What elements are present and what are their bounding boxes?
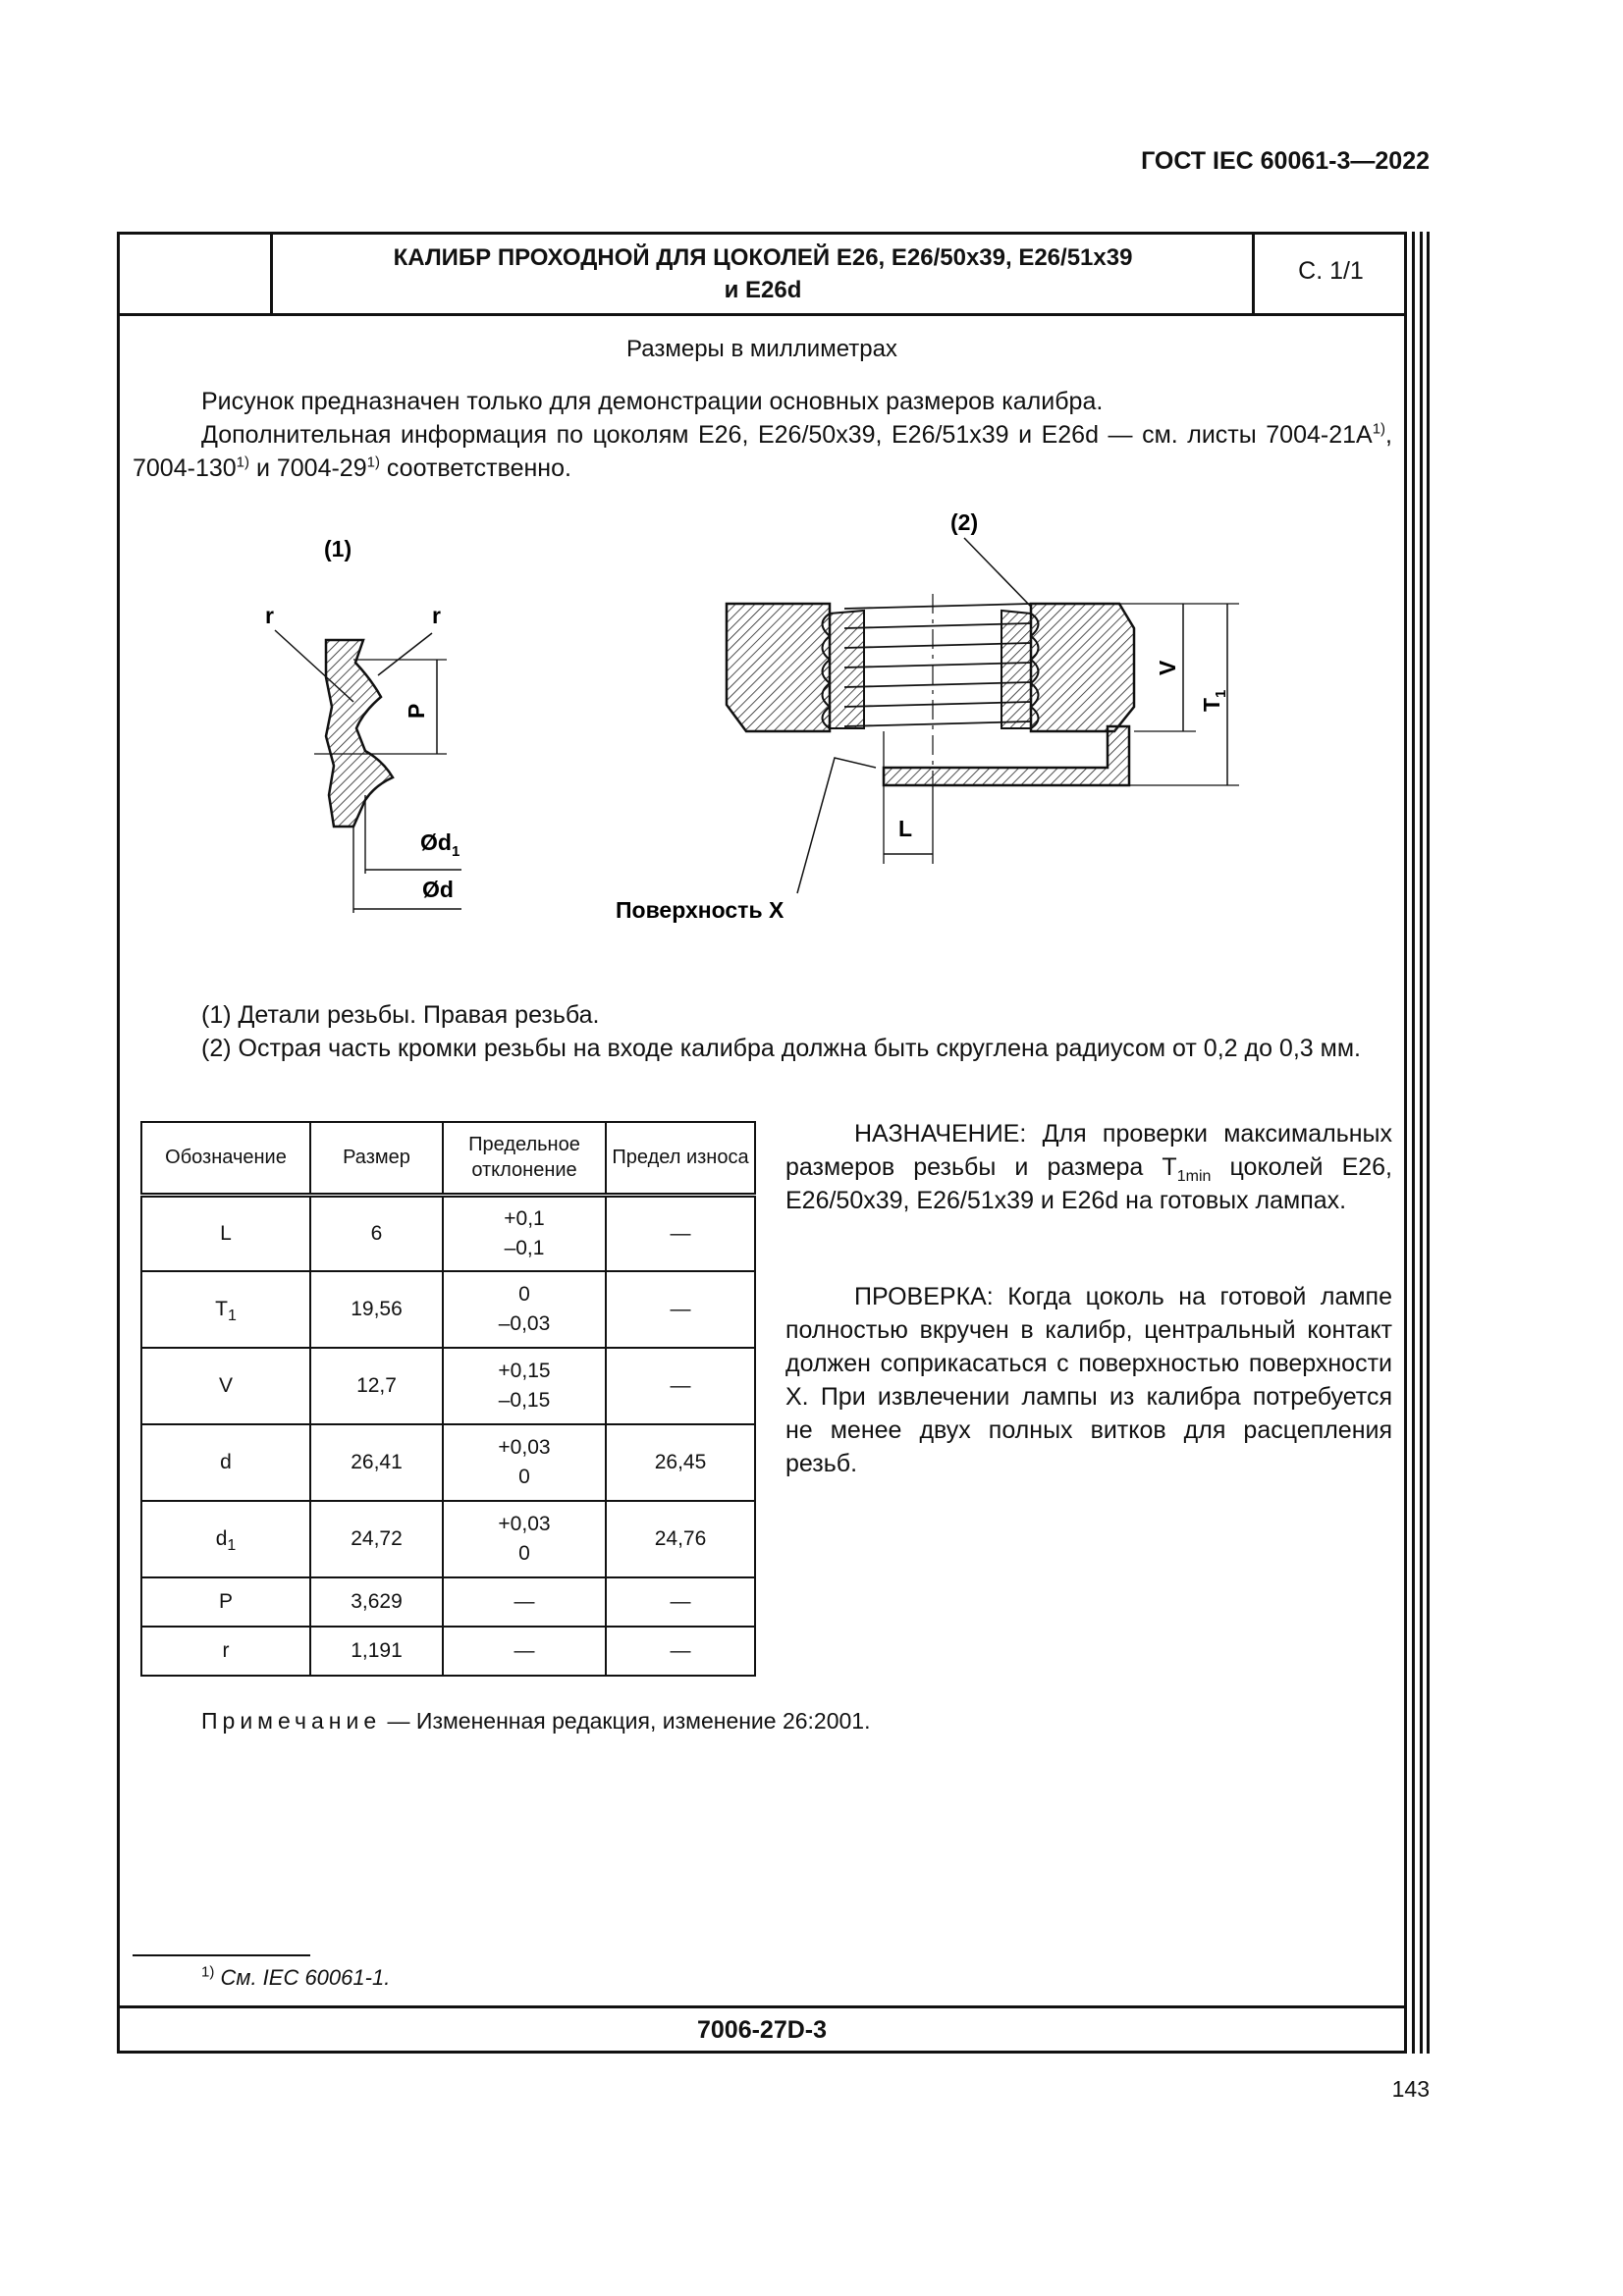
table-note [201,1708,871,1735]
footnote-rule [133,1954,310,1956]
title-divider-left [270,232,273,316]
cell-size: 26,41 [310,1424,443,1501]
detail-label-2: (2) [950,509,979,535]
cell-symbol: $d_1$ [141,1501,310,1577]
cell-deviation: — [443,1577,606,1627]
l-label: L [898,816,913,841]
note-label: Примечание [201,1708,382,1734]
gauge-bracket [884,726,1129,785]
t1-label: $T_1$ [1199,689,1229,712]
cell-wear: — [606,1195,755,1271]
col-header: Предел износа [606,1122,755,1195]
thread-profile-section [326,640,393,827]
radius-leader-right [378,633,432,675]
cell-wear: — [606,1627,755,1676]
pitch-label: P [404,703,429,719]
table-row [141,1424,755,1501]
cell-deviation: 0 –0,03 [443,1271,606,1348]
gauge-drawing [255,501,1267,942]
table-row [141,1348,755,1424]
radius-label-right: r [432,603,441,628]
detail-label-1: (1) [324,536,352,561]
check-text: ПРОВЕРКА: Когда цоколь на готовой лампе полностью вкручен в калибр, центральный контакт должен соприкасаться с поверхностью поверхности X. При извлечении лампы из калибра потребуется не менее двух полных витков для расцепления резьб. [785,1283,1392,1477]
frame-side-line [1412,232,1415,2054]
bottom-rule [117,2005,1407,2008]
page-number: 143 [1391,2076,1430,2102]
table-row [141,1501,755,1577]
intro-line1: Рисунок предназначен только для демонстрации основных размеров калибра. [201,388,1104,415]
cell-wear: 24,76 [606,1501,755,1577]
sheet-title-line2: и Е26d [724,277,802,303]
cell-wear: 26,45 [606,1424,755,1501]
v-label: V [1155,660,1180,675]
frame-side-lines [1420,232,1430,2054]
cell-deviation: — [443,1627,606,1676]
standard-header: ГОСТ IEC 60061-3—2022 [1141,147,1430,175]
cell-symbol: L [141,1195,310,1271]
sheet-code: 7006-27D-3 [696,2016,828,2044]
thread-right [1001,611,1039,728]
edge-leader [964,538,1031,607]
dimension-table [140,1121,756,1677]
cell-size: 12,7 [310,1348,443,1424]
surface-x-label: Поверхность X [616,897,784,923]
footnote: $^{1)}$ См. IEC 60061-1. [201,1963,391,1990]
cell-wear: — [606,1577,755,1627]
purpose-text: НАЗНАЧЕНИЕ: Для проверки максимальных размеров резьбы и размера $T_{1min}$ цоколей E26, E26/50x39, E26/51x39 и E26d на готовых лампах. [785,1120,1392,1214]
col-header: Обозначение [141,1122,310,1195]
sheet-title-line1: КАЛИБР ПРОХОДНОЙ ДЛЯ ЦОКОЛЕЙ Е26, Е26/50х39, Е26/51х39 [393,244,1133,271]
cell-symbol: $T_1$ [141,1271,310,1348]
cell-size: 1,191 [310,1627,443,1676]
intro-line2: Дополнительная информация по цоколям E26, E26/50x39, E26/51x39 и E26d — см. листы $7004-21A^{1)}$, 7004-130$^{1)}$ и 7004-29$^{1)}$ соответственно. [133,420,1392,482]
d-label: Ød [422,877,454,902]
cell-size: 3,629 [310,1577,443,1627]
cell-wear: — [606,1348,755,1424]
sheet-page: С. 1/1 [1298,257,1364,285]
sheet-title [275,241,1251,306]
cell-deviation: +0,03 0 [443,1501,606,1577]
cell-wear: — [606,1271,755,1348]
table-row [141,1577,755,1627]
gauge-right-section [1031,604,1134,731]
note-1: (1) Детали резьбы. Правая резьба. [201,1001,600,1029]
table-row [141,1271,755,1348]
d1-label: $Ød_1$ [420,829,460,860]
cell-symbol: V [141,1348,310,1424]
cell-size: 24,72 [310,1501,443,1577]
surface-x-leader [797,758,876,893]
cell-symbol: d [141,1424,310,1501]
cell-symbol: P [141,1577,310,1627]
table-header-row [141,1122,755,1195]
table-row [141,1195,755,1271]
col-header: Предельное отклонение [443,1122,606,1195]
table-row [141,1627,755,1676]
cell-size: 6 [310,1195,443,1271]
cell-deviation: +0,1 –0,1 [443,1195,606,1271]
cell-size: 19,56 [310,1271,443,1348]
cell-deviation: +0,03 0 [443,1424,606,1501]
units-note: Размеры в миллиметрах [626,336,897,362]
note-2: (2) Острая часть кромки резьбы на входе калибра должна быть скруглена радиусом от 0,2 до 0,3 мм. [201,1035,1361,1062]
gauge-left-section [727,604,830,731]
col-header: Размер [310,1122,443,1195]
cell-deviation: +0,15 –0,15 [443,1348,606,1424]
radius-label-left: r [265,603,274,628]
cell-symbol: r [141,1627,310,1676]
note-text: — Измененная редакция, изменение 26:2001. [381,1708,871,1734]
